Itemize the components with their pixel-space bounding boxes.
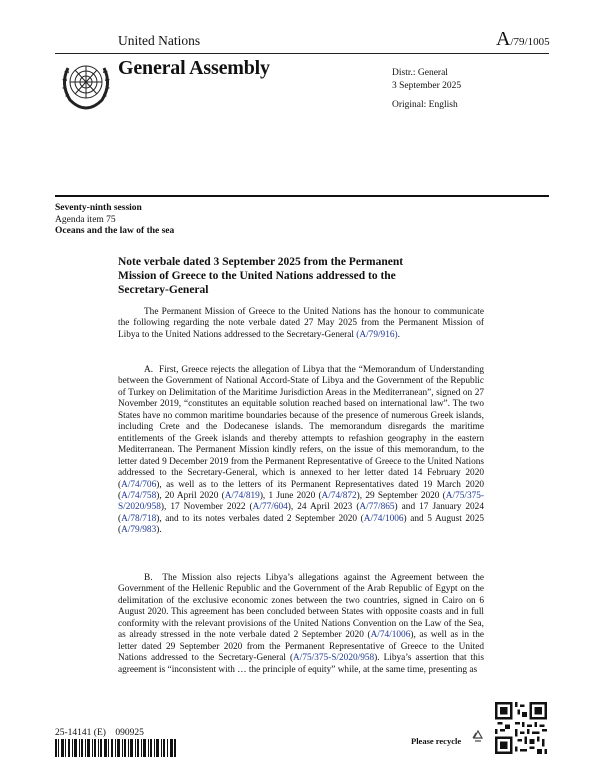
document-link[interactable]: A/79/983 — [121, 525, 157, 536]
document-symbol — [496, 28, 550, 51]
paragraph-text: ) and 17 January 2024 ( — [118, 502, 484, 524]
paragraph-text: ), 24 April 2023 ( — [287, 502, 360, 513]
organization-name: United Nations — [118, 33, 201, 48]
session-rule — [55, 195, 549, 197]
issue-date: 3 September 2025 — [392, 80, 462, 91]
paragraph-text: ). Libya’s assertion that this agreement is “inconsistent with … the principle of equity” while, at the same time, presenting as — [118, 653, 484, 675]
paragraph-text: ), as well as in the letter dated 29 September 2020 from the Permanent Representative of Greece to the United Nations addressed to the Secretary-General ( — [118, 630, 484, 664]
paragraph-text: ), 29 September 2020 ( — [356, 490, 446, 501]
document-link[interactable]: (A/79/916) — [356, 329, 398, 340]
paragraph-a — [118, 365, 484, 537]
distribution-block — [392, 67, 461, 112]
recycle-note: Please recycle — [411, 736, 462, 746]
document-link[interactable]: A/74/706 — [121, 479, 157, 490]
title-line: Note verbale dated 3 September 2025 from the Permanent — [118, 256, 404, 268]
body-title: General Assembly — [118, 57, 270, 79]
title-line: Secretary-General — [118, 284, 209, 296]
paragraph-text: ), 1 June 2020 ( — [259, 490, 322, 501]
agenda-item: Agenda item 75 — [55, 214, 116, 225]
paragraph-text: ). — [156, 525, 162, 536]
document-link[interactable]: A/77/865 — [359, 502, 395, 513]
original-language: Original: English — [392, 100, 458, 110]
paragraph-text: ) and 5 August 2025 ( — [118, 513, 484, 536]
paragraph-text: ), and to its notes verbales dated 2 September 2020 ( — [156, 513, 364, 524]
distribution: Distr.: General — [392, 68, 448, 78]
session-name: Seventy-ninth session — [55, 203, 142, 213]
title-line: Mission of Greece to the United Nations addressed to the — [118, 270, 396, 282]
header-rule — [55, 53, 549, 54]
recycle-icon — [470, 729, 486, 745]
session-block — [55, 203, 174, 238]
paragraph-b — [118, 573, 484, 676]
document-link[interactable]: A/74/872 — [321, 490, 357, 501]
document-link[interactable]: A/78/718 — [121, 513, 157, 524]
agenda-title: Oceans and the law of the sea — [55, 226, 175, 236]
document-link[interactable]: A/75/375-S/2020/958 — [293, 653, 375, 664]
un-emblem-icon — [56, 58, 116, 110]
document-link[interactable]: A/75/375-S/2020/958 — [118, 490, 484, 513]
document-title — [118, 255, 478, 297]
barcode-icon — [55, 739, 177, 757]
job-number: 25-14141 (E) 090925 — [55, 728, 144, 738]
document-link[interactable]: A/74/1006 — [370, 630, 411, 641]
paragraph-intro — [118, 307, 484, 341]
document-link[interactable]: A/74/758 — [121, 490, 157, 501]
paragraph-text: A. First, Greece rejects the allegation of Libya that the “Memorandum of Understanding between the Government of National Accord-State of Libya and the Government of the Republic of Turkey on Delimitation of the Maritime Jurisdiction Areas in the Mediterranean”, signed on 27 November 2019, “constitutes an equitable solution reached based on international law”. The two States have no common maritime boundaries because of the presence of numerous Greek islands, including Crete and the Dodecanese islands. The memorandum disregards the maritime entitlements of the Greek islands and thereby attempts to refashion geography in the eastern Mediterranean. The Permanent Mission kindly refers, on the issue of this memorandum, to the letter dated 9 December 2019 from the Permanent Representative of Greece to the United Nations addressed to the Secretary-General, which is annexed to her letter dated 14 February 2020 ( — [118, 365, 484, 490]
document-link[interactable]: A/74/1006 — [363, 513, 404, 524]
paragraph-text: The Permanent Mission of Greece to the United Nations has the honour to communicate the following regarding the note verbale dated 27 May 2025 from the Permanent Mission of Libya to the United Nations addressed to the Secretary-General — [118, 307, 484, 340]
paragraph-text: B. The Mission also rejects Libya’s allegations against the Agreement between the Government of the Hellenic Republic and the Government of the Arab Republic of Egypt on the delimitation of the exclusive economic zones between the two countries, signed in Cairo on 6 August 2020. This agreement has been concluded between States with opposite coasts and in full conformity with the relevant provisions of the United Nations Convention on the Law of the Sea, as already stressed in the note verbale dated 2 September 2020 ( — [118, 573, 484, 641]
symbol-number: /79/1005 — [510, 36, 550, 48]
paragraph-text: ), 20 April 2020 ( — [156, 490, 225, 501]
paragraph-text: . — [397, 329, 400, 340]
paragraph-text: ), 17 November 2022 ( — [160, 502, 253, 513]
document-link[interactable]: A/77/604 — [252, 502, 288, 513]
paragraph-text: ), as well as to the letters of its Permanent Representatives dated 19 March 2020 ( — [118, 479, 484, 501]
qr-code-icon — [495, 702, 547, 754]
symbol-prefix: A — [496, 28, 511, 50]
document-link[interactable]: A/74/819 — [224, 490, 260, 501]
